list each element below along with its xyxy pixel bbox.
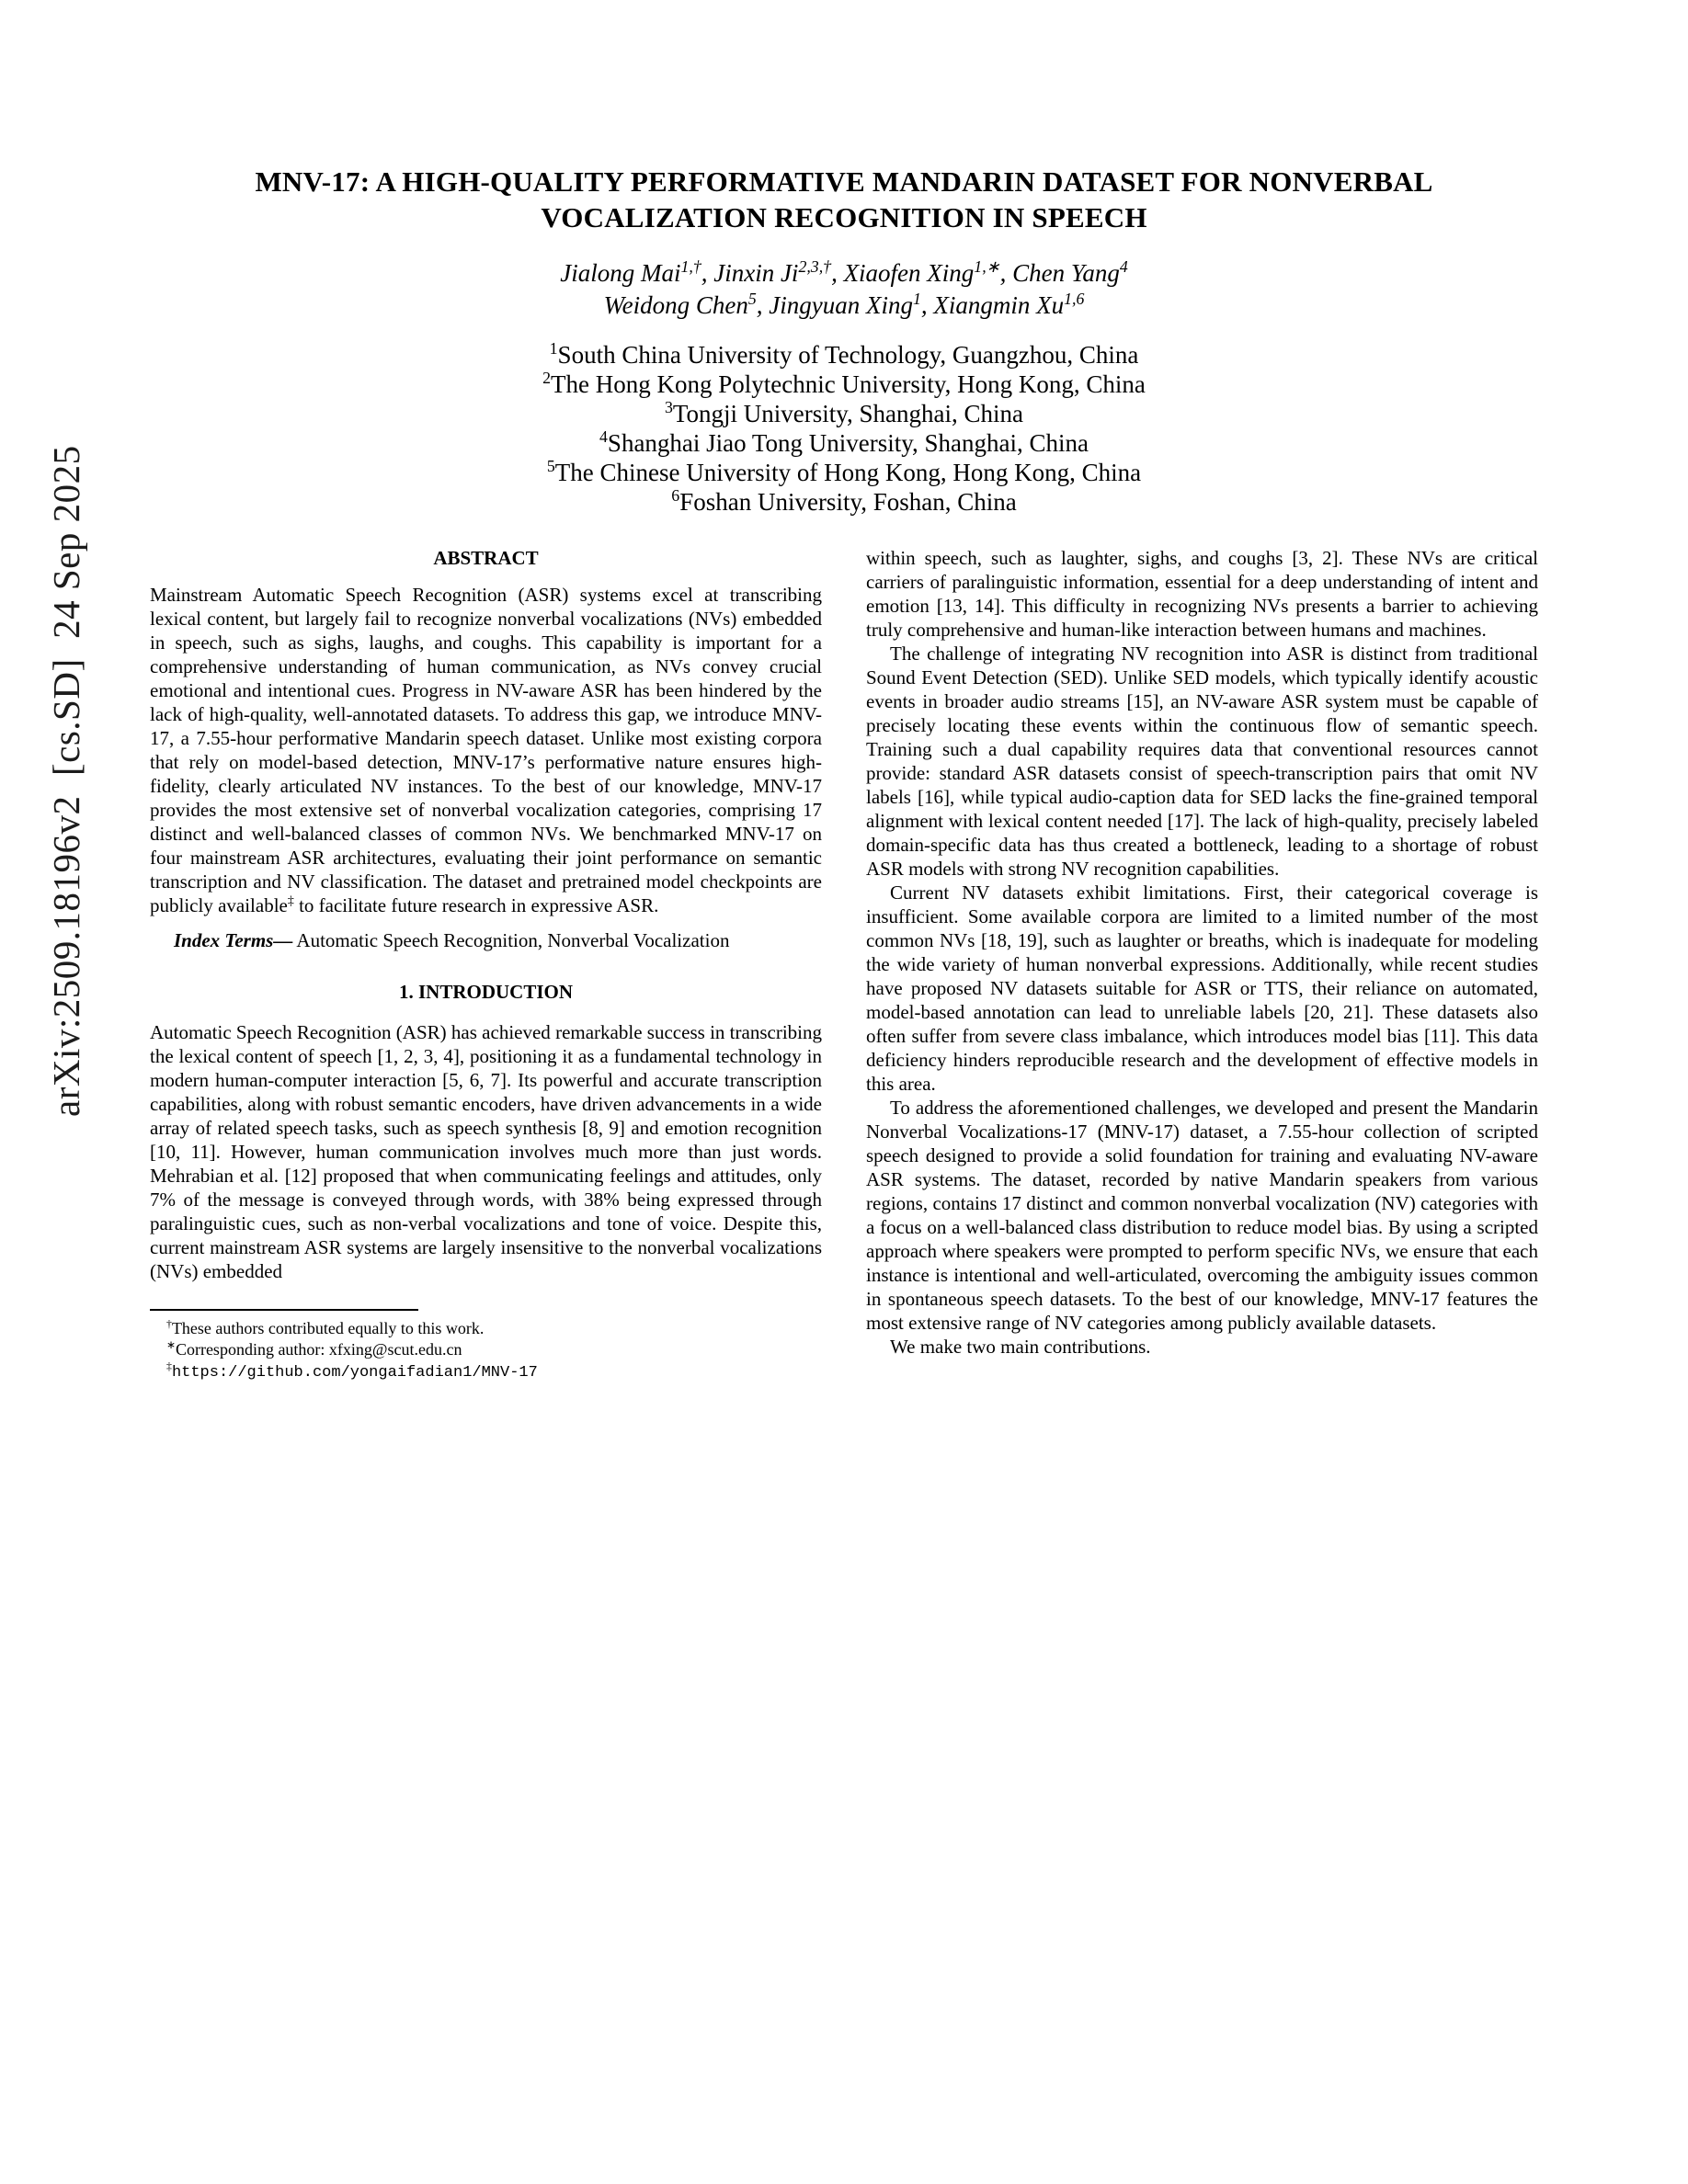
index-terms-label: Index Terms—: [174, 929, 293, 951]
footnote-marker: ∗: [166, 1338, 176, 1351]
affiliation: [150, 399, 1538, 428]
affiliation-list: [150, 340, 1538, 517]
arxiv-watermark: arXiv:2509.18196v2 [cs.SD] 24 Sep 2025: [45, 445, 87, 1117]
author-name: Xiaofen Xing: [843, 259, 975, 287]
affiliation-text: Tongji University, Shanghai, China: [672, 400, 1023, 427]
affiliation: [150, 340, 1538, 370]
paragraph: To address the aforementioned challenges, we developed and present the Mandarin Nonverbal Vocalizations-17 (MNV-17) dataset, a 7.55-hour collection of scripted speech designed to provide a solid foundation for training and evaluating NV-aware ASR systems. The dataset, recorded by native Mandarin speakers from various regions, contains 17 distinct and common nonverbal vocalization (NV) categories with a focus on a well-balanced class distribution to reduce model bias. By using a scripted approach where speakers were prompted to perform specific NVs, we ensure that each instance is intentional and well-articulated, overcoming the ambiguity issues common in spontaneous speech datasets. To the best of our knowledge, MNV-17 features the most extensive range of NV categories among publicly available datasets.: [866, 1097, 1538, 1334]
affiliation-text: South China University of Technology, Guangzhou, China: [557, 341, 1139, 369]
author-affiliation-marker: 1: [912, 290, 921, 308]
author-separator: ,: [701, 259, 714, 287]
abstract-text-main: Mainstream Automatic Speech Recognition (ASR) systems excel at transcribing lexical content, but largely fail to recognize nonverbal vocalizations (NVs) embedded in speech, such as sighs, laughs, and coughs. This capability is important for a comprehensive understanding of human communication, as NVs convey crucial emotional and intentional cues. Progress in NV-aware ASR has been hindered by the lack of high-quality, well-annotated datasets. To address this gap, we introduce MNV-17, a 7.55-hour performative Mandarin speech dataset. Unlike most existing corpora that rely on model-based detection, MNV-17’s performative nature ensures high-fidelity, clearly articulated NV instances. To the best of our knowledge, MNV-17 provides the most extensive set of nonverbal vocalization categories, comprising 17 distinct and well-balanced classes of common NVs. We benchmarked MNV-17 on four mainstream ASR architectures, evaluating their joint performance on semantic transcription and NV classification. The dataset and pretrained model checkpoints are publicly available: [150, 584, 822, 916]
abstract-heading: ABSTRACT: [433, 547, 539, 569]
introduction-paragraph: Automatic Speech Recognition (ASR) has achieved remarkable success in transcribing the lexical content of speech [1, 2, 3, 4], positioning it as a fundamental technology in modern human-computer interaction [5, 6, 7]. Its powerful and accurate transcription capabilities, along with robust semantic encoders, have driven advancements in a wide array of related speech tasks, such as speech synthesis [8, 9] and emotion recognition [10, 11]. However, human communication involves much more than just words. Mehrabian et al. [12] proposed that when communicating feelings and attitudes, only 7% of the message is conveyed through words, with 38% being expressed through paralinguistic cues, such as non-verbal vocalizations and tone of voice. Despite this, current mainstream ASR systems are largely insensitive to the nonverbal vocalizations (NVs) embedded: [150, 1021, 822, 1282]
paragraph: within speech, such as laughter, sighs, and coughs [3, 2]. These NVs are critical carriers of paralinguistic information, essential for a deep understanding of intent and emotion [13, 14]. This difficulty in recognizing NVs presents a barrier to achieving truly comprehensive and human-like interaction between humans and machines.: [866, 547, 1538, 641]
abstract-text: [150, 583, 822, 917]
author-name: Weidong Chen: [603, 291, 748, 319]
footnote-rule: [150, 1309, 418, 1311]
affiliation-marker: 3: [665, 398, 673, 416]
affiliation: [150, 370, 1538, 399]
author-line-1: [150, 257, 1538, 290]
affiliation-text: Shanghai Jiao Tong University, Shanghai, China: [607, 429, 1089, 457]
author-name: Chen Yang: [1012, 259, 1120, 287]
footnote-block: [150, 1309, 822, 1383]
author-line-2: [150, 290, 1538, 322]
left-column: [150, 546, 822, 1383]
author-separator: ,: [999, 259, 1013, 287]
author-affiliation-marker: 4: [1119, 257, 1128, 276]
footnote-marker: ‡: [166, 1359, 172, 1372]
paper-content: [150, 164, 1538, 1383]
paper-title: [150, 164, 1538, 235]
footnote-text: These authors contributed equally to this work.: [171, 1319, 485, 1337]
footnote-marker: †: [166, 1317, 172, 1330]
affiliation-text: The Chinese University of Hong Kong, Hong Kong, China: [554, 459, 1142, 486]
author-affiliation-marker: 1,6: [1064, 290, 1085, 308]
affiliation-marker: 2: [542, 369, 551, 387]
abstract-text-tail: to facilitate future research in expressive ASR.: [293, 894, 659, 916]
author-list: [150, 257, 1538, 322]
footnote-equal-contribution: [150, 1318, 822, 1339]
author-separator: ,: [920, 291, 934, 319]
author-affiliation-marker: 1,†: [680, 257, 701, 276]
author-separator: ,: [831, 259, 844, 287]
paper-title-line2: VOCALIZATION RECOGNITION IN SPEECH: [541, 201, 1147, 233]
author-name: Jialong Mai: [560, 259, 681, 287]
paragraph: Current NV datasets exhibit limitations. First, their categorical coverage is insufficient. Some available corpora are limited to a limited number of the most common NVs [18, 19], such as laughter or breaths, which is inadequate for modeling the wide variety of human nonverbal expressions. Additionally, while recent studies have proposed NV datasets suitable for ASR or TTS, their reliance on automated, model-based annotation can lead to unreliable labels [20, 21]. These datasets also often suffer from severe class imbalance, which introduces model bias [11]. This data deficiency hinders reproducible research and the development of effective models in this area.: [866, 882, 1538, 1095]
author-affiliation-marker: 5: [747, 290, 757, 308]
github-url-link[interactable]: https://github.com/yongaifadian1/MNV-17: [171, 1364, 538, 1382]
affiliation-text: Foshan University, Foshan, China: [679, 488, 1017, 516]
author-affiliation-marker: 1,∗: [974, 257, 1000, 276]
paragraph: We make two main contributions.: [890, 1336, 1151, 1358]
author-name: Jingyuan Xing: [769, 291, 913, 319]
index-terms-text: Automatic Speech Recognition, Nonverbal Vocalization: [292, 929, 730, 951]
affiliation: [150, 458, 1538, 487]
section-heading-introduction: 1. INTRODUCTION: [398, 981, 574, 1003]
paragraph: The challenge of integrating NV recognition into ASR is distinct from traditional Sound Event Detection (SED). Unlike SED models, which typically identify acoustic events in broader audio streams [15], an NV-aware ASR system must be capable of precisely locating these events within the continuous flow of semantic speech. Training such a dual capability requires data that conventional resources cannot provide: standard ASR datasets consist of speech-transcription pairs that omit NV labels [16], while typical audio-caption data for SED lacks the fine-grained temporal alignment with lexical content needed [17]. The lack of high-quality, precisely labeled domain-specific data has thus created a bottleneck, leading to a shortage of robust ASR models with strong NV recognition capabilities.: [866, 643, 1538, 880]
author-name: Jinxin Ji: [713, 259, 799, 287]
affiliation: [150, 487, 1538, 517]
affiliation-marker: 4: [599, 427, 608, 446]
right-column: [866, 546, 1538, 1383]
author-separator: ,: [756, 291, 770, 319]
affiliation-marker: 5: [546, 457, 555, 475]
footnote-corresponding-author: [150, 1339, 822, 1360]
affiliation-marker: 6: [671, 486, 680, 505]
affiliation-text: The Hong Kong Polytechnic University, Hong Kong, China: [550, 370, 1146, 398]
index-terms: [150, 928, 822, 952]
affiliation: [150, 428, 1538, 458]
abstract-footnote-marker: ‡: [287, 893, 294, 907]
footnote-dataset-link: [150, 1360, 822, 1383]
two-column-body: [150, 546, 1538, 1383]
author-name: Xiangmin Xu: [933, 291, 1065, 319]
footnote-text: Corresponding author: xfxing@scut.edu.cn: [175, 1340, 462, 1359]
affiliation-marker: 1: [549, 339, 558, 358]
author-affiliation-marker: 2,3,†: [798, 257, 832, 276]
paper-title-line1: MNV-17: A HIGH-QUALITY PERFORMATIVE MANDARIN DATASET FOR NONVERBAL: [255, 165, 1433, 198]
